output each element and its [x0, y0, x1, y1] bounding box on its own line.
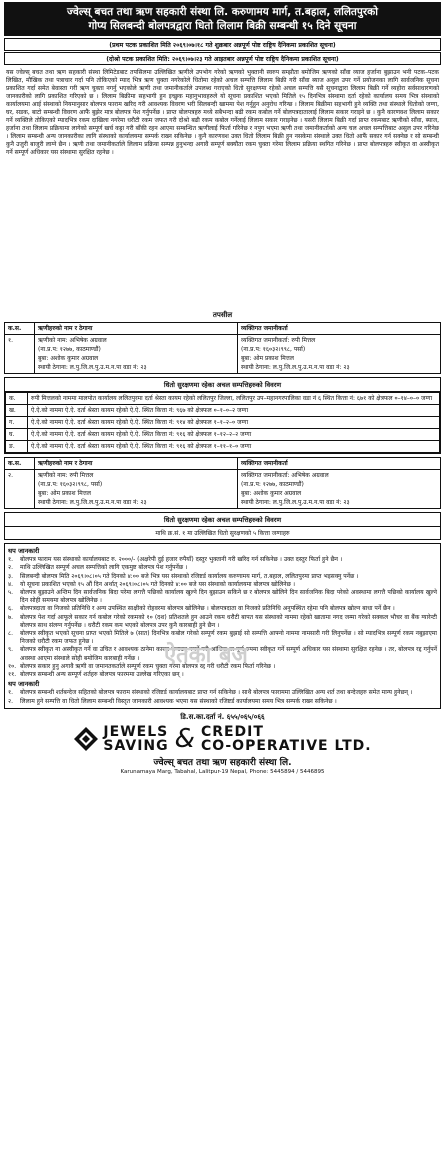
list-item: २. माथि उल्लिखित सम्पूर्ण अचल सम्पत्तिको लागि एकमुष्ट बोलपत्र पेश गर्नुपर्नेछ । [8, 564, 188, 572]
diamond-logo-icon [73, 726, 99, 752]
borrower-table-1 [4, 322, 441, 374]
registration-number: डि.स.का.दर्ता नं. ६५५/०६५/०६६ [180, 712, 265, 721]
org-address: Karunamaya Marg, Tabahal, Lalitpur-19 Nepal, Phone: 5445894 / 5446895 [120, 768, 325, 775]
table-row [5, 470, 441, 509]
collateral-table-1 [5, 392, 440, 453]
logo-word-saving: SAVING [103, 737, 169, 754]
notice-page [4, 2, 441, 775]
collateral-box-1 [4, 377, 441, 454]
col-borrower: ऋणीहरुको नाम र ठेगाना [35, 323, 238, 335]
row-sn: १. [5, 335, 35, 374]
table-row: ङ. ऐ.ऐ.को नाममा ऐ.ऐ. दर्ता श्रेस्ता कायम रहेको ऐ.ऐ. स्थित कित्ता नं: ९१६ को क्षेत्रफल १–११–१–० जग्गा [6, 441, 440, 453]
table-row: ख. ऐ.ऐ.को नाममा ऐ.ऐ. दर्ता श्रेस्ता कायम रहेको ऐ.ऐ. स्थित कित्ता नं: ९६७ को क्षेत्रफल ०–१–०–२ जग्गा [6, 405, 440, 417]
list-item: १. बोलपत्र सम्बन्धी शर्तबन्देज सहितको बोलपत्र फाराम संस्थाको रजिष्टर्ड कार्यालयबाट प्राप्त गर्न सकिनेछ । साथै बोलपत्र फाराममा उल्लिखित अन्य शर्त तथा बन्देजहरु समेत मान्य हुनेछन् । [8, 689, 413, 697]
terms-section [4, 543, 441, 709]
borrower-details: ऋणीको नाम: अभिषेक अग्रवाल (ना.प्र.प: १२७७, काठमाण्डौं) बुबा: अशोक कुमार अग्रवाल स्थायी ठेगाना: ल.पु.जि.ल.पु.उ.म.न.पा वडा नं: २३ [35, 335, 238, 374]
list-item: ६. बोलपत्रदाता वा निजको प्रतिनिधि र अन्य उपस्थित साक्षीको रोहवरमा बोलपत्र खोलिनेछ । बोलपत्रदाता वा निजको प्रतिनिधि अनुपस्थित रहेमा पनि बोलपत्र खोल्न बाधा पर्ने छैन । [8, 605, 395, 613]
collateral-title-2: धितो सुरक्षणमा रहेका अचल सम्पत्तिहरुको विवरण [5, 513, 440, 527]
table-row: क. रुपी मित्तलको नाममा मालपोत कार्यालय ललितपुरमा दर्ता श्रेस्ता कायम रहेको ललितपुर जिल्ला, ललितपुर उप–महानगरपालिका वडा नं ६ स्थित कित्ता नं: ६७१ को क्षेत्रफल ०–१४–०–० जग्गा [6, 393, 440, 405]
list-item: ११. बोलपत्र सम्बन्धी अन्य सम्पूर्ण शर्तहरु बोलपत्र फारममा उल्लेख गरिएका छन् । [8, 671, 184, 679]
first-publication-notice: (प्रथम पटक प्रकाशित मिति २०६९।०७।१८ गते शुक्रबार अन्नपूर्ण पोष्ट राष्ट्रिय दैनिकमा प्रकाशित सूचना) [4, 38, 441, 51]
list-item: २. लिलाम हुने सम्पत्ति वा धितो लिलाम सम्बन्धी विस्तृत जानकारी आवश्यक भएमा यस संस्थाको रजिष्टर्ड कार्यालयमा समय भित्र सम्पर्क राख्न सकिनेछ । [8, 697, 337, 705]
second-publication-notice: (दोश्रो पटक प्रकाशित मिति: २०६९।०७।२३ गते आइतबार अन्नपूर्ण पोष्ट राष्ट्रिय दैनिकमा प्रकाशित सूचना) [4, 52, 441, 65]
col-sn: क.स. [5, 458, 35, 470]
list-item: ३. सिलबन्दी बोलपत्र मिति २०६९।०८।०५ गते दिनको ४:०० बजे भित्र यस संस्थाको रजिष्टर्ड कार्यालय करुणामय मार्ग, त.बहाल, ललितपुरमा प्राप्त भइसक्नु पर्नेछ । [8, 572, 359, 580]
watermark: ऐतका बज [164, 643, 248, 668]
col-guarantor: व्यक्तिगत जमानीकर्ता [238, 323, 441, 335]
col-borrower: ऋणीहरुको नाम र ठेगाना [35, 458, 238, 470]
list-item: ८. बोलपत्र स्वीकृत भएको सूचना प्राप्त भएको मितिले ७ (सात) दिनभित्र कबोल गरेको सम्पूर्ण रकम बुझाई सो सम्पत्ति आफ्नो नाममा नामसारी गरी लिनुपर्नेछ । सो म्यादभित्र सम्पूर्ण रकम नबुझाएमा निजको धरौटी रकम जफत हुनेछ । [8, 630, 437, 646]
logo-ampersand: & [174, 723, 195, 754]
borrower-table-2 [4, 457, 441, 509]
borrower-details: ऋणीको नाम: रुपी मित्तल (ना.प्र.प: १६०३२।९९८, पर्सा) बुबा: ओम प्रकाश मित्तल स्थायी ठेगाना: ल.पु.जि.ल.पु.उ.म.न.पा वडा नं: २३ [35, 470, 238, 509]
guarantor-details: व्यक्तिगत जमानीकर्ता: रुपी मित्तल (ना.प्र.प: १६०३२।९९८, पर्सा) बुबा: ओम प्रकाश मित्तल स्थायी ठेगाना: ल.पु.जि.ल.पु.उ.म.न.पा वडा नं: २३ [238, 335, 441, 374]
org-logo [4, 724, 441, 754]
notice-body-text: यस ज्वेल्स् बचत तथा ऋण सहकारी संस्था लिमिटेडबाट तपसिलमा उल्लिखित ऋणीले उपभोग गरेको ऋणको भुक्तानी स्वरुप सम्झौता बमोजिम ऋणको साँवा व्याज हर्जाना बुझाउन भनी पटक–पटक लिखित, मौखिक तथा पत्राचार गर्दा पनि तोकिएको म्याद भित्र ऋण चुक्ता नगरेकोले धितोमा रहेको अचल सम्पत्ति लिलाम बिक्री गरी साँवा ब्याज असुल उपर गर्ने प्रयोजनका लागि सार्वजनिक सूचना प्रकाशित गर्दा समेत बेवास्ता गरी ऋण चुक्ता नगर्नु भएकोले ऋणी तथा जमानीकर्ताले उपलब्ध गराएको धितो सुरक्षणमा रहेको अचल सम्पत्ति यसै सूचनाद्वारा लिलाम बिक्री गर्ने व्यहोरा सर्वसाधारणको जानकारीको लागि प्रकाशित गरिएको छ । लिलाम बिक्रीमा सहभागी हुन इच्छुक महानुभावहरुले यो सूचना प्रकाशित भएको मितिले १५ दिनभित्र संस्थामा दर्ता रहेको कार्यालय समय भित्र संस्थाको कार्यालयमा आई संस्थाको नियमानुसार बोलपत्र फाराम खरिद गरी आवश्यक विवरण भरी सिलबन्दी खाममा पेश गर्नुहुन अनुरोध गरिन्छ । लिलाम बिक्रीमा सहभागी हुने व्यक्ति तथा संस्थाले धितोको जग्गा, घर, सडक, बाटो सम्बन्धी विवरण आफैं बुझेर मात्र बोलपत्र पेश गर्नुपर्नेछ । प्राप्त बोलपत्रहरु मध्ये सबैभन्दा बढी रकम कबोल गर्ने बोलपत्रदातालाई लिलाम सकार गराइने छ । कुनै कारणवश लिलाम सकार गर्ने व्यक्तिले तोकिएको म्यादभित्र रकम दाखिला नगरेमा धरौटी रकम जफत गरी दोश्रो बढी रकम कबोल गर्नेलाई लिलाम सकार गराइनेछ । यसरी लिलाम बिक्री गर्दा प्राप्त रकमबाट ऋणीको साँवा, ब्याज, हर्जाना तथा लिलाम प्रक्रियामा लागेको सम्पूर्ण खर्च कट्टा गरी बाँकी रहन आएमा सम्बन्धित ऋणीलाई फिर्ता गरिनेछ र नपुग भएमा ऋणी तथा जमानीकर्ताको अन्य चल अचल सम्पत्तिबाट असुल उपर गरिनेछ । लिलाम सम्बन्धी अन्य जानकारीका लागि संस्थाको कार्यालयमा सम्पर्क राख्न सकिनेछ । कुनै कारणवश उक्त धितो लिलाम बिक्री हुन नसकेमा संस्थाले उक्त धितो आफैं सकार गर्न सक्नेछ र सो सम्बन्धी कुनै उजुरी बाजुरी लाग्ने छैन । ऋणी तथा जमानीकर्ताले लिलाम प्रक्रिया सम्पन्न हुनुभन्दा अगावै सम्पूर्ण बक्यौता रकम चुक्ता गरेमा लिलाम प्रक्रिया स्थगित गरिनेछ । प्राप्त बोलपत्रहरु स्वीकृत वा अस्वीकृत गर्ने सम्पूर्ण अधिकार यस संस्थामा सुरक्षित रहनेछ । [6, 69, 439, 157]
logo-word-jewels: JEWELS [103, 723, 169, 740]
list-item: ५. बोलपत्र बुझाउने अन्तिम दिन सार्वजनिक बिदा परेमा लगत्तै पछिको कार्यालय खुल्ने दिन बुझाउन सकिने छ र बोलपत्र खोलिने दिन सार्वजनिक बिदा परेको अवस्थामा लगत्तै पछिको कार्यालय खुल्ने दिन सोही समयमा बोलपत्र खोलिनेछ । [8, 589, 437, 605]
header-line-2: गोप्य सिलबन्दी बोलपत्रद्वारा धितो लिलाम बिक्री सम्बन्धी १५ दिने सूचना [88, 20, 357, 32]
org-name-nepali: ज्वेल्स् बचत तथा ऋण सहकारी संस्था लि. [153, 757, 292, 768]
terms2-title: थप जानकारी [8, 680, 40, 689]
collateral-text-2: माथि क्र.सं. १ मा उल्लिखित धितो सुरक्षणको ५ कित्ता जग्गाहरु [155, 530, 290, 537]
collateral-title-1: धितो सुरक्षणमा रहेका अचल सम्पत्तिहरुको विवरण [5, 378, 440, 392]
table-row [5, 335, 441, 374]
table-row: ग. ऐ.ऐ.को नाममा ऐ.ऐ. दर्ता श्रेस्ता कायम रहेको ऐ.ऐ. स्थित कित्ता नं: ९१४ को क्षेत्रफल १–१–२–० जग्गा [6, 417, 440, 429]
logo-word-cooperative: CO-OPERATIVE LTD. [200, 737, 372, 754]
notice-header [4, 2, 441, 36]
guarantor-details: व्यक्तिगत जमानीकर्ता: अभिषेक अग्रवाल (ना.प्र.प: १२७७, काठमाण्डौं) बुबा: अशोक कुमार अग्रवाल स्थायी ठेगाना: ल.पु.जि.ल.पु.उ.म.न.पा वडा नं: २३ [238, 470, 441, 509]
table-row: घ. ऐ.ऐ.को नाममा ऐ.ऐ. दर्ता श्रेस्ता कायम रहेको ऐ.ऐ. स्थित कित्ता नं: ९१६ को क्षेत्रफल १–१२–२–२ जग्गा [6, 429, 440, 441]
list-item: ७. बोलपत्र पेश गर्दा आफूले सकार गर्न कबोल गरेको रकमको १० (दश) प्रतिशतले हुन आउने रकम धरौटी बापत यस संस्थाको नाममा रहेको खातामा नगद जम्मा गरेको सक्कल भौचर वा बैंक ग्यारेन्टी बोलपत्र साथ संलग्न गर्नुपर्नेछ । धरौटी रकम कम भएको बोलपत्र उपर कुनै कारबाही हुने छैन । [8, 613, 437, 629]
list-item: ९. बोलपत्र स्वीकृत ना अस्वीकृत गर्ने वा उचित र आवश्यक ठानेमा कारण जनाउनु नपर्ने गरी आंशिक वा पूर्ण रुपमा स्वीकृत गर्ने सम्पूर्ण अधिकार यस संस्थामा सुरक्षित रहनेछ । तर, बोलपत्र रद्द गर्नुपर्ने अवस्था आएमा संस्थाले सोही बमोजिम कारबाही गर्नेछ । [8, 646, 437, 662]
list-item: १. बोलपत्र फाराम यस संस्थाको कार्यालयबाट रु. २०००/- (अक्षरेपी दुई हजार रुपैयाँ) दस्तुर भुक्तानी गरी खरिद गर्न सकिनेछ । उक्त दस्तुर फिर्ता हुने छैन । [8, 556, 343, 564]
collateral-box-2 [4, 512, 441, 540]
terms-title: थप जानकारी [8, 547, 40, 555]
publication-notices [4, 38, 441, 65]
row-sn: २. [5, 470, 35, 509]
tapsil-title: तपसील [212, 311, 233, 319]
col-guarantor: व्यक्तिगत जमानीकर्ता [238, 458, 441, 470]
col-sn: क.स. [5, 323, 35, 335]
header-line-1: ज्वेल्स् बचत तथा ऋण सहकारी संस्था लि. करुणामय मार्ग, त.बहाल, ललितपुरको [67, 6, 378, 18]
list-item: ४. यो सूचना प्रकाशित भएको १५ औं दिन अर्थात् २०६९।०८।०५ गते दिनको ४:०० बजे यस संस्थाको कार्यालयमा बोलपत्र खोलिनेछ । [8, 580, 295, 588]
list-item: १०. बोलपत्र सकार हुनु अगावै ऋणी वा जमानतकर्ताले सम्पूर्ण रकम चुक्ता गरेमा बोलपत्र रद्द गरी धरौटी रकम फिर्ता गरिनेछ । [8, 662, 276, 670]
logo-word-credit: CREDIT [200, 723, 264, 740]
